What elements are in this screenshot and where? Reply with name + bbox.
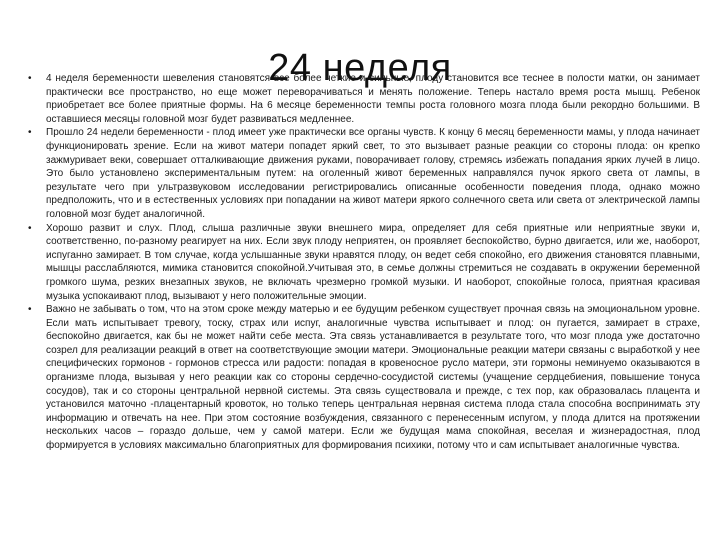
bullet-list (28, 72, 700, 453)
paragraph-4: Важно не забывать о том, что на этом сроке между матерью и ее будущим ребенком существует прочная связь на эмоциональном уровне. Если мать испытывает тревогу, тоску, страх или испуг, аналогичные чувства испытывает и плод: он пугается, замирает в страхе, беспокойно двигается, как бы не может найти себе места. Эта связь устанавливается в результате того, что мозг плода уже достаточно созрел для реализации реакций в ответ на соответствующие эмоции матери. Эмоциональные реакции матери связаны с выработкой у нее специфических гормонов - гормонов стресса или радости: попадая в кровеносное русло матери, эти гормоны неминуемо оказываются в организме плода, вызывая у него реакции как со стороны сердечно-сосудистой системы (учащение сердцебиения, повышение тонуса сосудов), так и со стороны центральной нервной системы. Эта связь существовала и прежде, с тех пор, как образовалась плацента и установился маточно -плацентарный кровоток, но только теперь центральная нервная система плода стала способна воспринимать эту информацию и отвечать на нее. При этом состояние возбуждения, связанного с перенесенным испугом, у плода длится на протяжении нескольких часов – гораздо дольше, чем у самой матери. Если же будущая мама спокойная, веселая и жизнерадостная, плод формируется в условиях максимально благоприятных для формирования психики, потому что и сам испытывает аналогичные чувства. (46, 304, 700, 452)
bullet-marker: • (28, 127, 32, 139)
bullet-marker: • (28, 222, 32, 234)
bullet-item-1 (28, 72, 700, 126)
paragraph-1: 4 неделя беременности шевеления становятся все более четкие и сильные, плоду становится все теснее в полости матки, он занимает практически все пространство, но еще может переворачиваться и менять положение. Теперь настало время роста мышц. Ребенок приобретает все более приятные формы. На 6 месяце беременности темпы роста головного мозга плода были рекордно большими. В оставшиеся месяцы головной мозг будет развиваться медленнее. (46, 73, 700, 125)
slide-title: 24 неделя (268, 47, 452, 90)
bullet-item-4 (28, 303, 700, 453)
paragraph-2: Прошло 24 недели беременности - плод имеет уже практически все органы чувств. К концу 6 месяц беременности мамы, у плода начинает функционировать зрение. Если на живот матери попадет яркий свет, то это вызывает разные реакции со стороны плода: он крепко зажмуривает веки, совершает отталкивающие движения руками, поворачивает голову, стремясь избежать попадания ярких лучей в лицо. Это было установлено экспериментальным путем: на оголенный живот беременных направлялся пучок яркого света от лампы, в результате чего при ультразвуковом исследовании регистрировались описанные особенности поведения плода, однако можно предположить, что и в естественных условиях при попадании на живот матери яркого солнечного света или света от электрической лампы головной мозг будет аналогичной. (46, 127, 700, 220)
bullet-item-2 (28, 126, 700, 221)
bullet-marker: • (28, 304, 32, 316)
bullet-marker: • (28, 73, 32, 84)
bullet-item-3 (28, 222, 700, 304)
paragraph-3: Хорошо развит и слух. Плод, слыша различные звуки внешнего мира, определяет для себя приятные или неприятные звуки и, соответственно, по-разному реагирует на них. Если звук плоду неприятен, он проявляет беспокойство, бурно двигается, или же, наоборот, испуганно замирает. В том случае, когда услышанные звуки нравятся плоду, он ведет себя спокойно, его движения становятся плавными, мышцы расслабляются, мимика становится спокойной.Учитывая это, в семье должны стремиться не создавать в окружении беременной громкого шума, резких внезапных звуков, не включать чрезмерно громкой музыки. И наоборот, спокойные голоса, приятная красивая музыка успокаивают плод, вызывают у него положительные эмоции. (46, 222, 700, 302)
